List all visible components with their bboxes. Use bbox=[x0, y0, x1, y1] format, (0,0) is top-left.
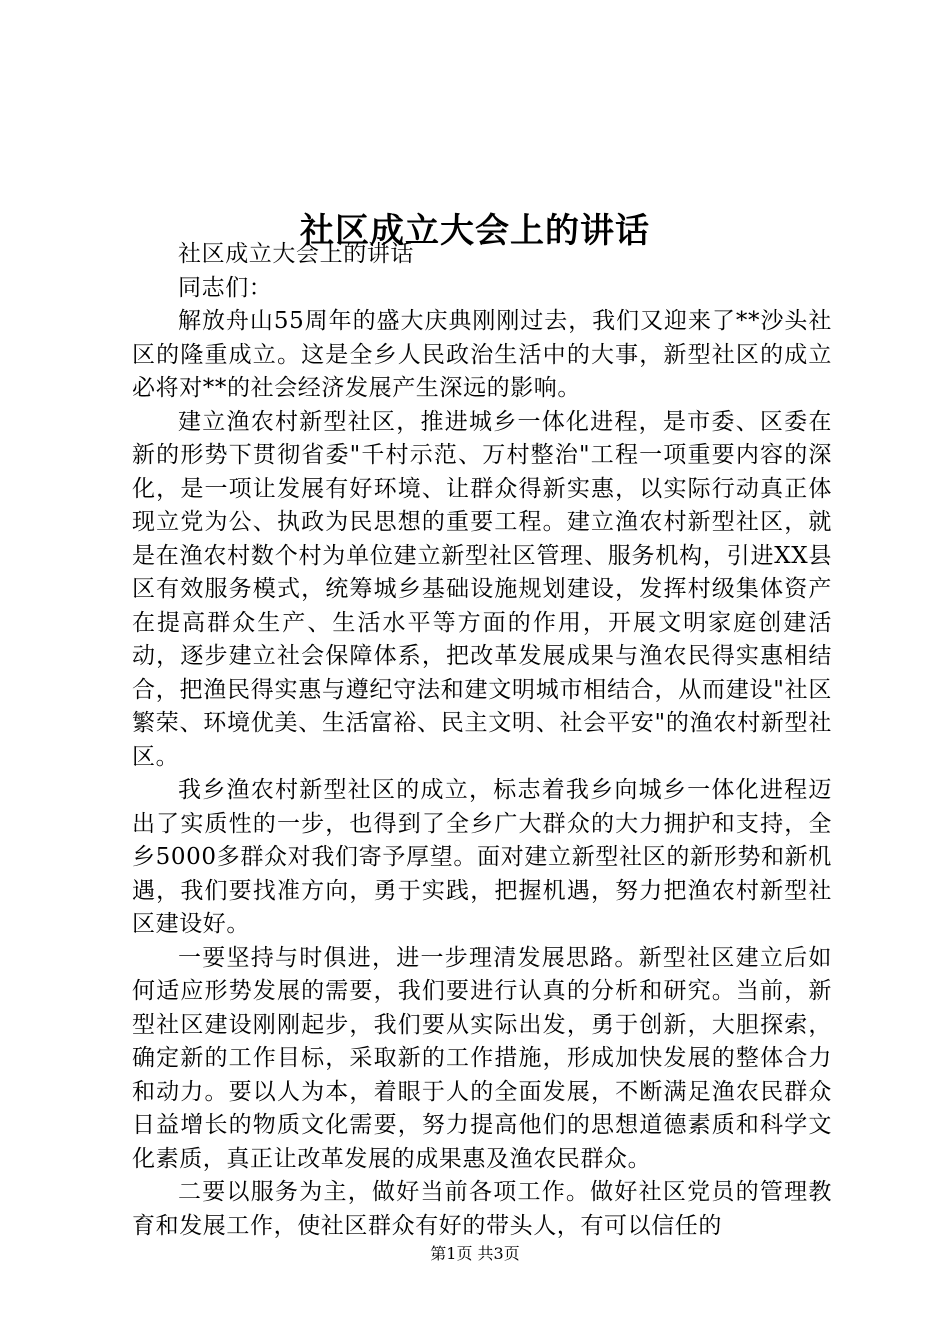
body-paragraph: 一要坚持与时俱进，进一步理清发展思路。新型社区建立后如何适应形势发展的需要，我们要进行认真的分析和研究。当前，新型社区建设刚刚起步，我们要从实际出发，勇于创新，大胆探索，确定新的工作目标，采取新的工作措施，形成加快发展的整体合力和动力。要以人为本，着眼于人的全面发展，不断满足渔农民群众日益增长的物质文化需要，努力提高他们的思想道德素质和科学文化素质，真正让改革发展的成果惠及渔农民群众。 bbox=[132, 944, 832, 1172]
salutation-paragraph: 同志们： bbox=[178, 274, 273, 301]
document-title: 社区成立大会上的讲话 bbox=[300, 210, 650, 251]
body-paragraph: 建立渔农村新型社区，推进城乡一体化进程，是市委、区委在新的形势下贯彻省委"千村示范、万村整治"工程一项重要内容的深化，是一项让发展有好环境、让群众得新实惠，以实际行动真正体现立党为公、执政为民思想的重要工程。建立渔农村新型社区，就是在渔农村数个村为单位建立新型社区管理、服务机构，引进XX县区有效服务模式，统筹城乡基础设施规划建设，发挥村级集体资产在提高群众生产、生活水平等方面的作用，开展文明家庭创建活动，逐步建立社会保障体系，把改革发展成果与渔农民得实惠相结合，把渔民得实惠与遵纪守法和建文明城市相结合，从而建设"社区繁荣、环境优美、生活富裕、民主文明、社会平安"的渔农村新型社区。 bbox=[132, 408, 832, 770]
body-paragraph: 解放舟山55周年的盛大庆典刚刚过去，我们又迎来了**沙头社区的隆重成立。这是全乡人民政治生活中的大事，新型社区的成立必将对**的社会经济发展产生深远的影响。 bbox=[132, 308, 832, 401]
body-paragraph: 我乡渔农村新型社区的成立，标志着我乡向城乡一体化进程迈出了实质性的一步，也得到了全乡广大群众的大力拥护和支持，全乡5000多群众对我们寄予厚望。面对建立新型社区的新形势和新机遇，我们要找准方向，勇于实践，把握机遇，努力把渔农村新型社区建设好。 bbox=[132, 777, 832, 937]
body-paragraph: 二要以服务为主，做好当前各项工作。做好社区党员的管理教育和发展工作，使社区群众有好的带头人，有可以信任的 bbox=[132, 1179, 832, 1239]
document-body bbox=[132, 238, 832, 1243]
subtitle-paragraph: 社区成立大会上的讲话 bbox=[178, 241, 414, 267]
page-number-footer: 第1页 共3页 bbox=[430, 1244, 520, 1263]
